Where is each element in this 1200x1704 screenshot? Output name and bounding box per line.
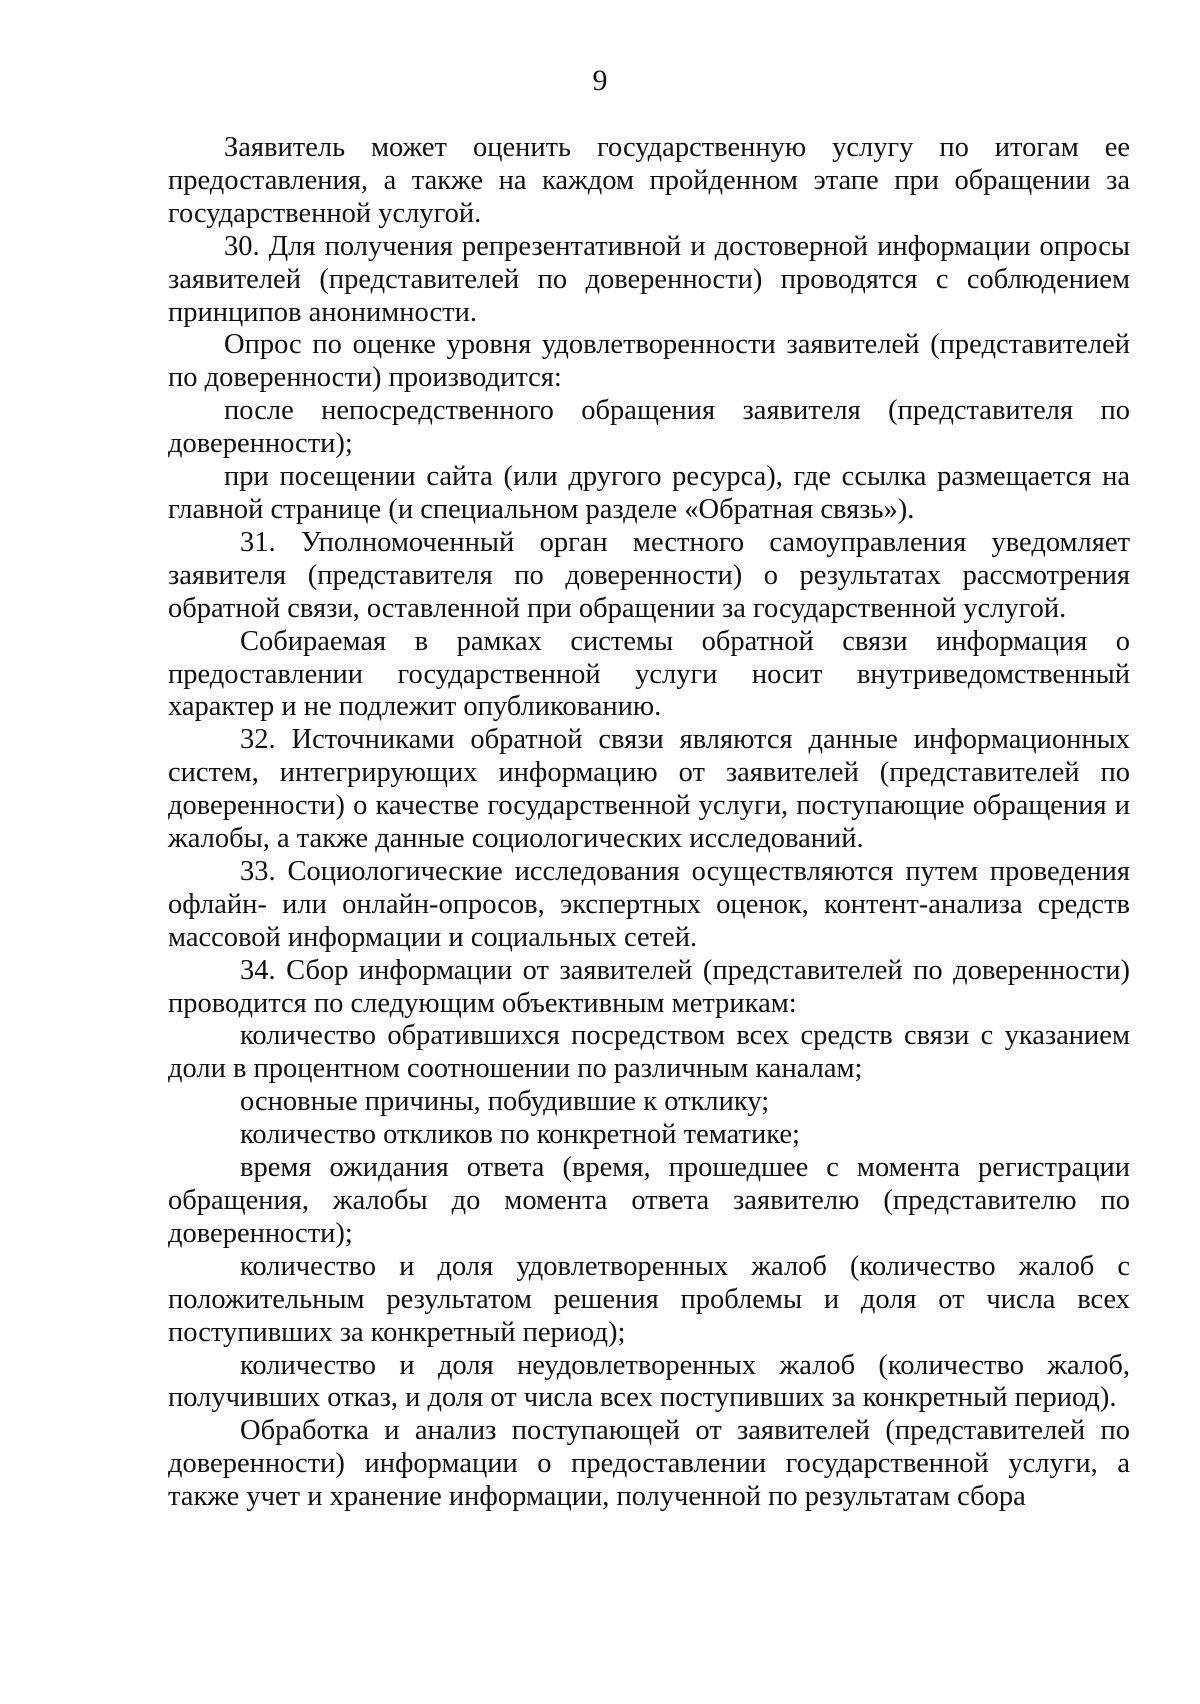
paragraph: время ожидания ответа (время, прошедшее с момента регистрации обращения, жалобы до момента ответа заявителю (представителю по доверенности); bbox=[168, 1152, 1130, 1249]
paragraph: количество обратившихся посредством всех средств связи с указанием доли в процентном соотношении по различным каналам; bbox=[168, 1020, 1130, 1085]
paragraph: количество и доля неудовлетворенных жалоб (количество жалоб, получивших отказ, и доля от числа всех поступивших за конкретный период). bbox=[168, 1349, 1130, 1414]
paragraph: 30. Для получения репрезентативной и достоверной информации опросы заявителей (представителей по доверенности) проводятся с соблюдением принципов анонимности. bbox=[168, 230, 1130, 328]
paragraph: количество откликов по конкретной тематике; bbox=[240, 1119, 800, 1151]
paragraph: 33. Социологические исследования осуществляются путем проведения офлайн- или онлайн-опросов, экспертных оценок, контент-анализа средств массовой информации и социальных сетей. bbox=[168, 855, 1130, 953]
paragraph: Заявитель может оценить государственную услугу по итогам ее предоставления, а также на каждом пройденном этапе при обращении за государственной услугой. bbox=[168, 132, 1130, 229]
document-body bbox=[168, 132, 1130, 1514]
paragraph: основные причины, побудившие к отклику; bbox=[240, 1086, 770, 1118]
paragraph: Опрос по оценке уровня удовлетворенности заявителей (представителей по доверенности) производится: bbox=[168, 329, 1130, 394]
paragraph: 34. Сбор информации от заявителей (представителей по доверенности) проводится по следующим объективным метрикам: bbox=[168, 954, 1130, 1019]
paragraph: Обработка и анализ поступающей от заявителей (представителей по доверенности) информации о предоставлении государственной услуги, а также учет и хранение информации, полученной по результатам сбора bbox=[168, 1415, 1130, 1513]
paragraph: 32. Источниками обратной связи являются данные информационных систем, интегрирующих информацию от заявителей (представителей по доверенности) о качестве государственной услуги, поступающие обращения и жалобы, а также данные социологических исследований. bbox=[168, 724, 1130, 855]
paragraph: количество и доля удовлетворенных жалоб (количество жалоб с положительным результатом решения проблемы и доля от числа всех поступивших за конкретный период); bbox=[168, 1250, 1130, 1348]
paragraph: после непосредственного обращения заявителя (представителя по доверенности); bbox=[168, 395, 1130, 460]
paragraph: Собираемая в рамках системы обратной связи информация о предоставлении государственной услуги носит внутриведомственный характер и не подлежит опубликованию. bbox=[168, 625, 1130, 723]
paragraph: при посещении сайта (или другого ресурса), где ссылка размещается на главной странице (и специальном разделе «Обратная связь»). bbox=[168, 461, 1130, 525]
paragraph: 31. Уполномоченный орган местного самоуправления уведомляет заявителя (представителя по доверенности) о результатах рассмотрения обратной связи, оставленной при обращении за государственной услугой. bbox=[168, 526, 1130, 624]
page-number: 9 bbox=[592, 64, 608, 97]
